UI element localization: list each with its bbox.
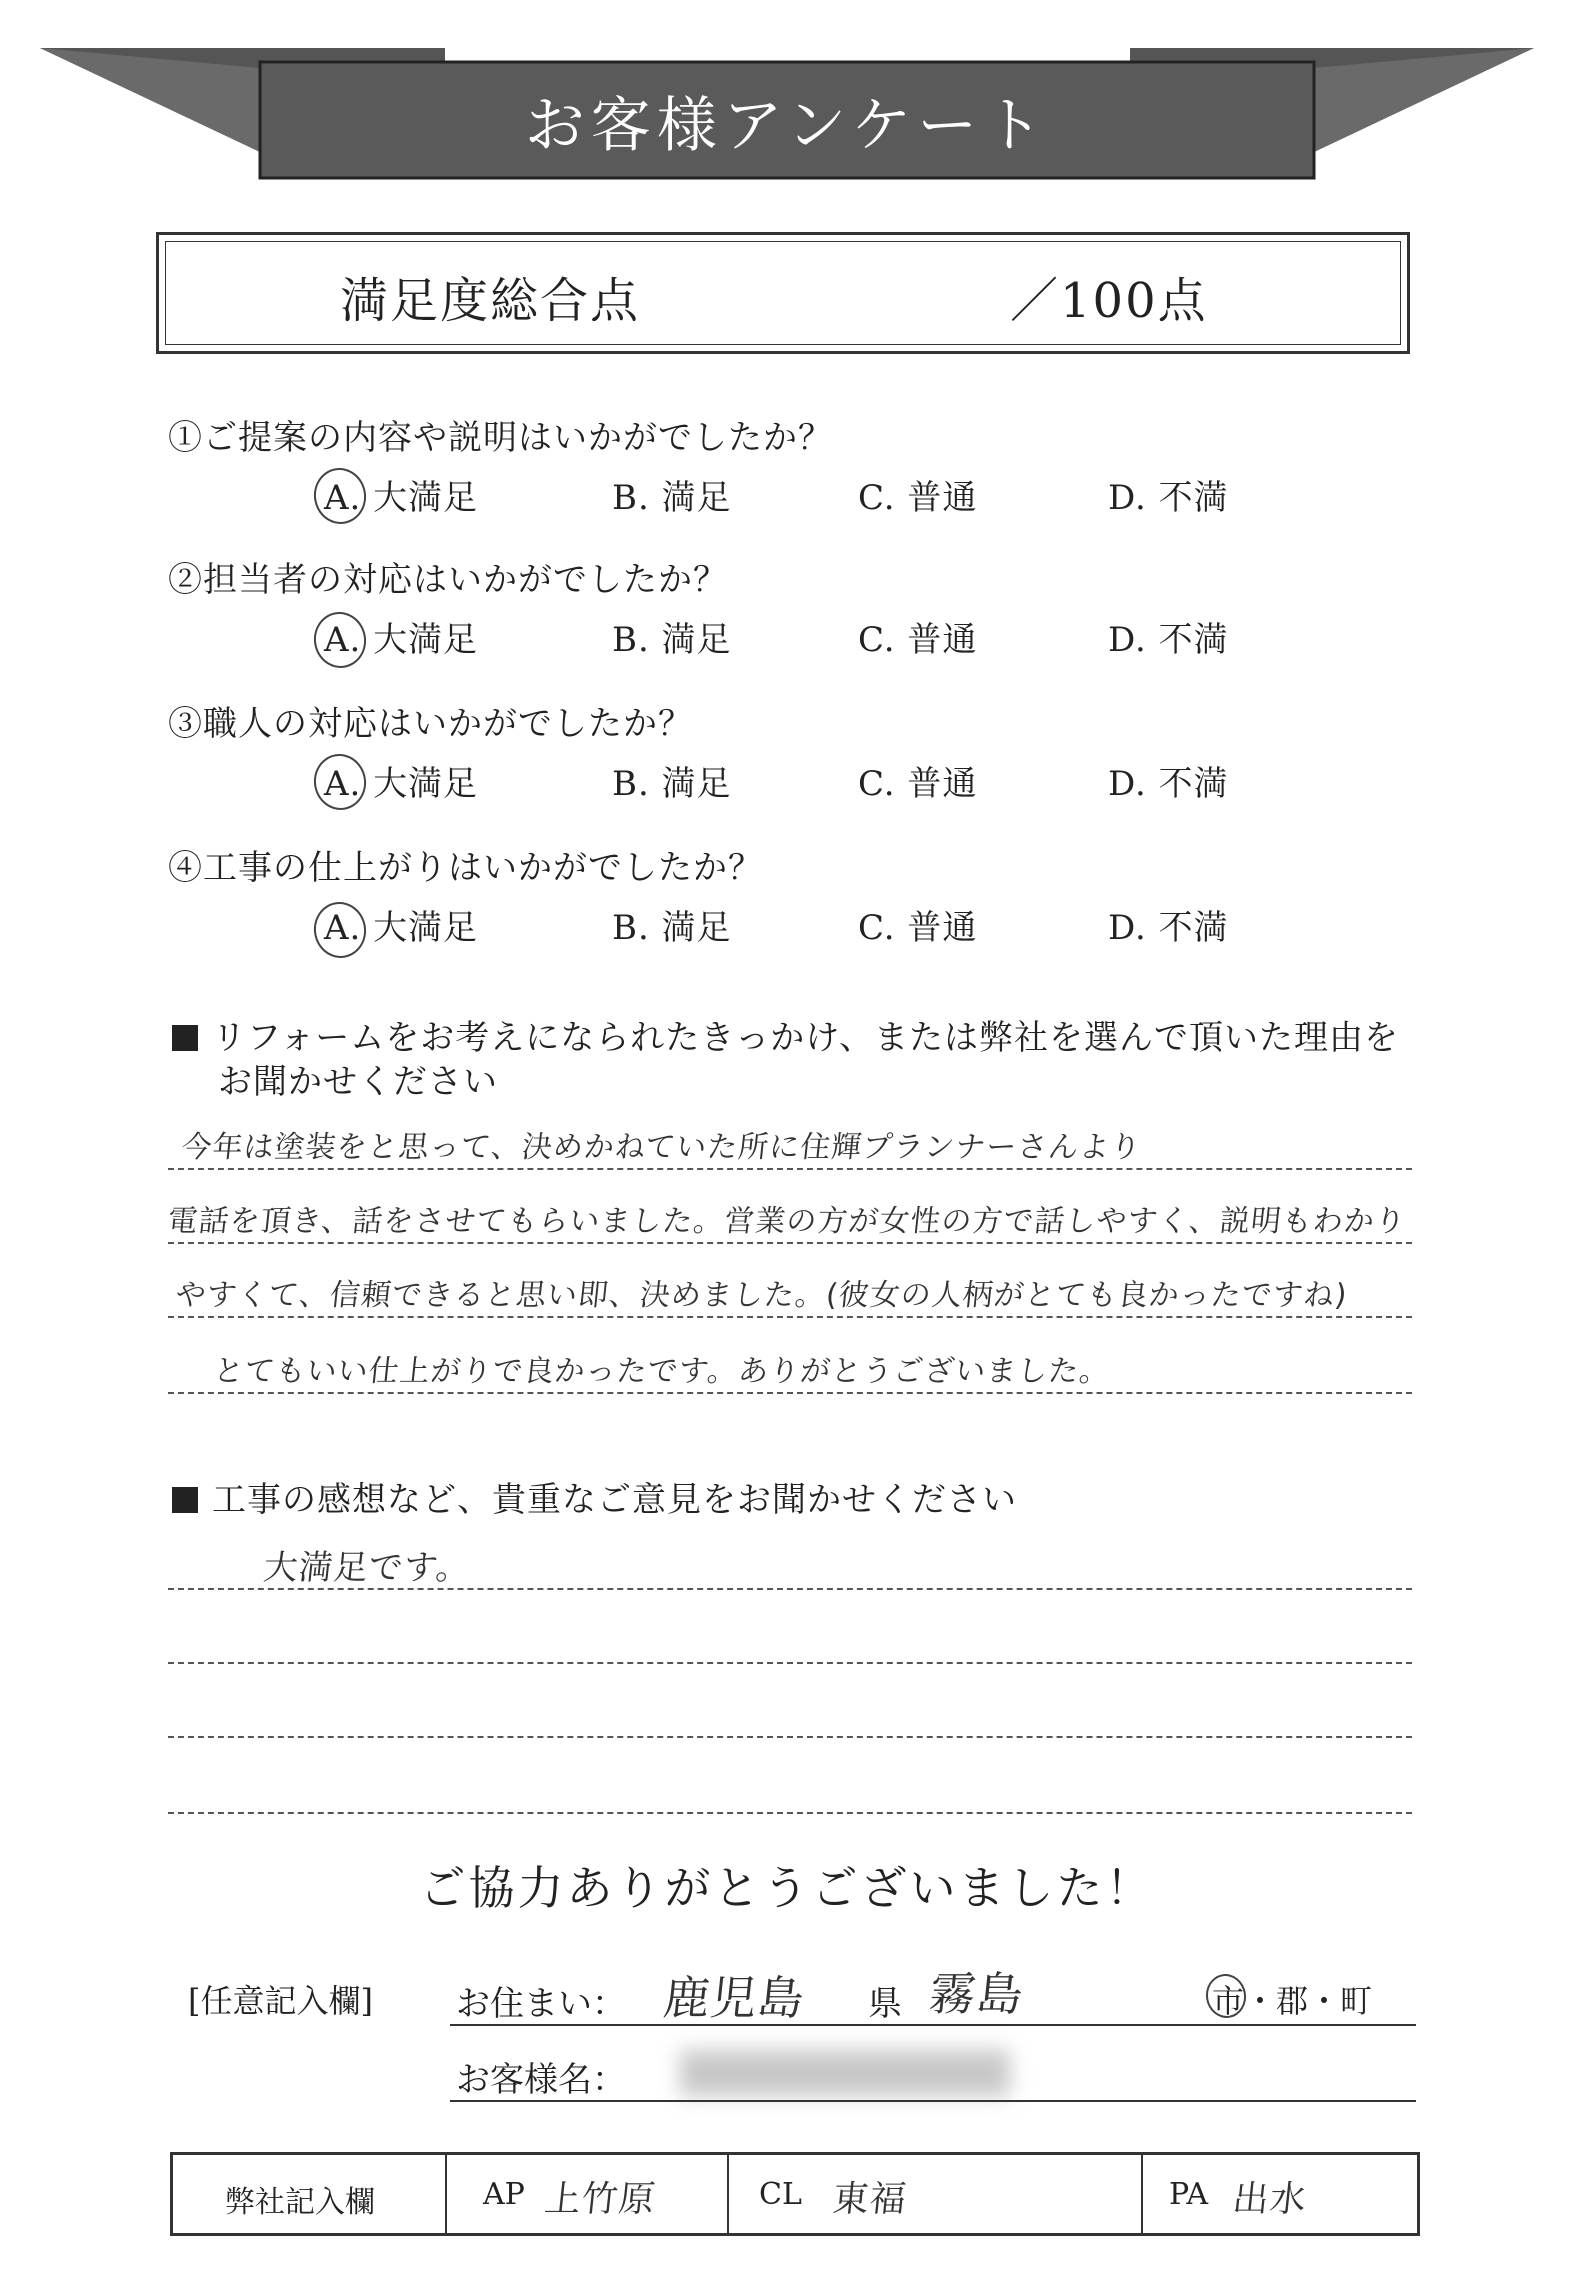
score-label: 満足度総合点 [340,273,641,329]
answer-rule-3 [168,1316,1412,1318]
reason-answer-line-3: やすくて、信頼できると思い即、決めました。(彼女の人柄がとても良かったですね) [173,1278,1350,1313]
cl-label: CL [759,2177,802,2212]
pa-label: PA [1169,2177,1209,2212]
page-title: お客様アンケート [524,91,1050,161]
impression-rule-3 [168,1736,1412,1738]
question-1: ①ご提案の内容や説明はいかがでしたか？ [168,418,833,458]
company-label: 弊社記入欄 [225,2185,375,2220]
q4-option-b[interactable]: B. 満足 [612,908,732,948]
q3-option-c[interactable]: C. 普通 [858,764,978,804]
q2-option-b[interactable]: B. 満足 [612,620,732,660]
city-suffix: 市・郡・町 [1212,1982,1373,2020]
impression-heading: 工事の感想など、貴重なご意見をお聞かせください [172,1472,1017,1521]
ap-label: AP [483,2177,525,2212]
q4-option-a[interactable]: A. 大満足 [324,908,479,948]
redacted-name [680,2050,1010,2096]
impression-answer: 大満足です。 [261,1548,474,1588]
question-2: ②担当者の対応はいかがでしたか？ [168,560,728,600]
q2-option-a[interactable]: A. 大満足 [324,620,479,660]
q1-option-d[interactable]: D. 不満 [1108,478,1229,518]
q4-option-c[interactable]: C. 普通 [858,908,978,948]
prefecture-value[interactable]: 鹿児島 [660,1971,808,2025]
cl-value[interactable]: 東福 [830,2179,909,2220]
q3-option-a[interactable]: A. 大満足 [324,764,479,804]
square-bullet-icon [172,1487,198,1513]
question-3: ③職人の対応はいかがでしたか？ [168,704,693,744]
impression-rule-1 [168,1588,1412,1590]
address-underline [450,2024,1416,2026]
q3-option-b[interactable]: B. 満足 [612,764,732,804]
pa-value[interactable]: 出水 [1230,2179,1309,2220]
impression-rule-2 [168,1662,1412,1664]
q4-option-d[interactable]: D. 不満 [1108,908,1229,948]
square-bullet-icon [172,1025,198,1051]
thanks-message: ご協力ありがとうございました！ [419,1861,1155,1915]
answer-rule-4 [168,1392,1412,1394]
q1-option-c[interactable]: C. 普通 [858,478,978,518]
ap-value[interactable]: 上竹原 [542,2179,658,2220]
company-entry-table [170,2152,1420,2236]
city-value[interactable]: 霧島 [926,1967,1027,2021]
reason-answer-line-4: とてもいい仕上がりで良かったです。ありがとうございました。 [211,1354,1113,1389]
score-suffix: ／100点 [1010,273,1208,329]
reason-answer-line-2: 電話を頂き、話をさせてもらいました。営業の方が女性の方で話しやすく、説明もわかり [165,1204,1408,1239]
impression-rule-4 [168,1812,1412,1814]
address-label: お住まい： [456,1984,626,2024]
reason-heading: リフォームをお考えになられたきっかけ、または弊社を選んで頂いた理由を [172,1010,1399,1059]
reason-answer-line-1: 今年は塗装をと思って、決めかねていた所に住輝プランナーさんより [179,1130,1144,1165]
name-underline [450,2100,1416,2102]
prefecture-suffix: 県 [868,1984,902,2024]
q1-option-a[interactable]: A. 大満足 [324,478,479,518]
answer-rule-1 [168,1168,1412,1170]
q3-option-d[interactable]: D. 不満 [1108,764,1229,804]
q2-option-d[interactable]: D. 不満 [1108,620,1229,660]
q1-option-b[interactable]: B. 満足 [612,478,732,518]
q2-option-c[interactable]: C. 普通 [858,620,978,660]
answer-rule-2 [168,1242,1412,1244]
question-4: ④工事の仕上がりはいかがでしたか？ [168,848,763,888]
reason-heading-line2: お聞かせください [218,1062,498,1102]
customer-name-label: お客様名： [456,2060,626,2100]
optional-label: [任意記入欄] [188,1982,373,2020]
